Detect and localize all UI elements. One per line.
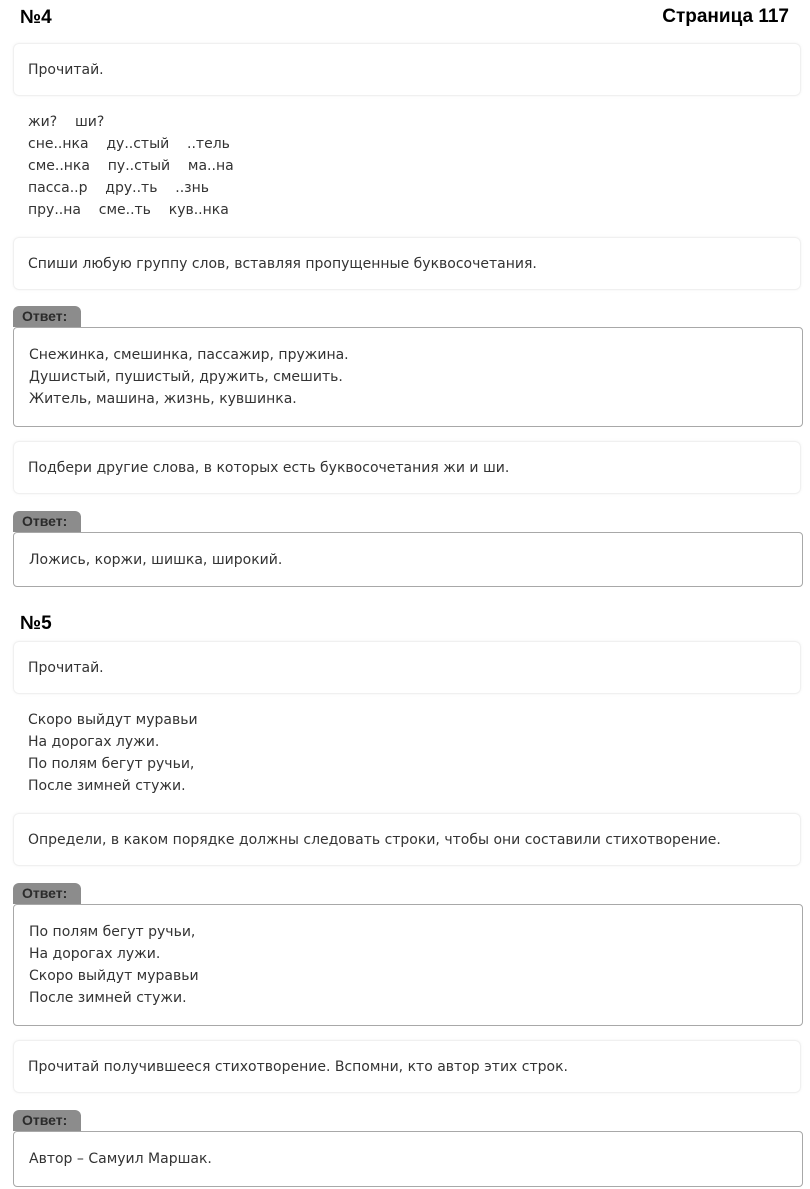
task-text: Прочитай. (28, 61, 104, 78)
answer-box (13, 904, 803, 1026)
task-text: Подбери другие слова, в которых есть буквосочетания жи и ши. (28, 459, 510, 476)
poem-line: После зимней стужи. (28, 778, 186, 794)
word-line: пасса..р дру..ть ..знь (28, 180, 210, 196)
word-line: пру..на сме..ть кув..нка (28, 202, 229, 218)
answer-line: Скоро выйдут муравьи (29, 968, 199, 984)
task-box (13, 1040, 801, 1093)
answer-line: По полям бегут ручьи, (29, 924, 196, 940)
answer-box (13, 1131, 803, 1187)
task-text: Спиши любую группу слов, вставляя пропущенные буквосочетания. (28, 255, 537, 272)
word-groups (28, 111, 234, 221)
exercise-number: №4 (20, 7, 52, 28)
poem-line: На дорогах лужи. (28, 734, 160, 750)
exercise-number: №5 (20, 613, 52, 634)
poem-lines (28, 709, 198, 797)
answer-line: Ложись, коржи, шишка, широкий. (29, 551, 283, 568)
answer-box (13, 327, 803, 427)
answer-label: Ответ: (13, 1110, 81, 1131)
task-text: Определи, в каком порядке должны следовать строки, чтобы они составили стихотворение. (28, 831, 721, 848)
answer-line: Житель, машина, жизнь, кувшинка. (29, 391, 297, 407)
answer-line: Снежинка, смешинка, пассажир, пружина. (29, 347, 349, 363)
answer-line: Душистый, пушистый, дружить, смешить. (29, 369, 343, 385)
task-box (13, 813, 801, 866)
poem-line: По полям бегут ручьи, (28, 756, 195, 772)
answer-box (13, 532, 803, 587)
task-box (13, 441, 801, 494)
task-text: Прочитай получившееся стихотворение. Вспомни, кто автор этих строк. (28, 1058, 568, 1075)
word-line: сме..нка пу..стый ма..на (28, 158, 234, 174)
answer-label: Ответ: (13, 306, 81, 327)
task-text: Прочитай. (28, 659, 104, 676)
word-line: жи? ши? (28, 114, 105, 130)
task-box (13, 641, 801, 694)
poem-line: Скоро выйдут муравьи (28, 712, 198, 728)
answer-line: На дорогах лужи. (29, 946, 161, 962)
word-line: сне..нка ду..стый ..тель (28, 136, 230, 152)
answer-label: Ответ: (13, 511, 81, 532)
answer-label: Ответ: (13, 883, 81, 904)
answer-line: Автор – Самуил Маршак. (29, 1151, 212, 1167)
answer-line: После зимней стужи. (29, 990, 187, 1006)
task-box (13, 237, 801, 290)
task-box (13, 43, 801, 96)
page-label: Страница 117 (662, 6, 789, 27)
